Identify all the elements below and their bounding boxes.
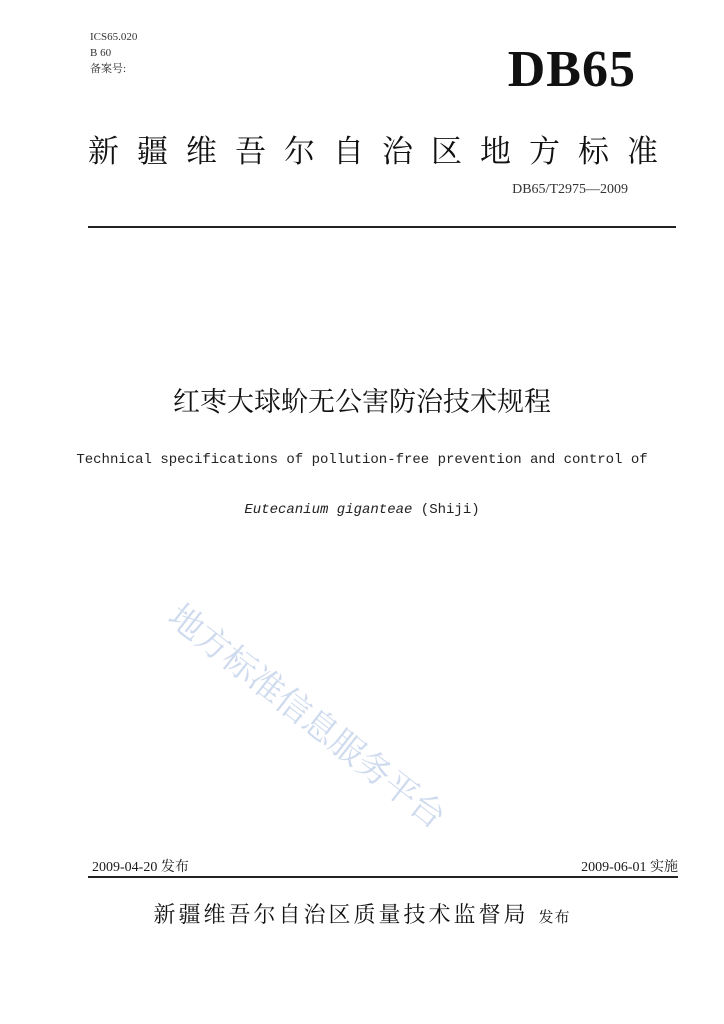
publisher-suffix: 发布 (538, 908, 571, 926)
document-title-english-line2 (0, 502, 724, 518)
classification-code: B 60 (90, 47, 112, 59)
species-name: Eutecanium giganteae (244, 502, 413, 518)
footer-divider (88, 876, 678, 878)
standard-number: DB65/T2975—2009 (512, 182, 628, 197)
species-author: (Shiji) (412, 502, 480, 518)
header-divider (88, 226, 676, 228)
issue-date: 2009-04-20 发布 (92, 860, 189, 875)
implementation-date: 2009-06-01 实施 (581, 860, 678, 875)
document-title-chinese: 红枣大球蚧无公害防治技术规程 (173, 387, 551, 418)
publisher (0, 898, 724, 929)
document-title-english-line1: Technical specifications of pollution-free prevention and control of (76, 452, 648, 468)
standard-code: DB65 (507, 41, 636, 98)
record-number-label: 备案号: (90, 63, 127, 75)
standard-type-heading: 新疆维吾尔自治区地方标准 (88, 134, 676, 170)
ics-code: ICS65.020 (90, 31, 138, 43)
watermark: 地方标准信息服务平台 (160, 596, 453, 838)
publisher-name: 新疆维吾尔自治区质量技术监督局 (153, 903, 529, 928)
